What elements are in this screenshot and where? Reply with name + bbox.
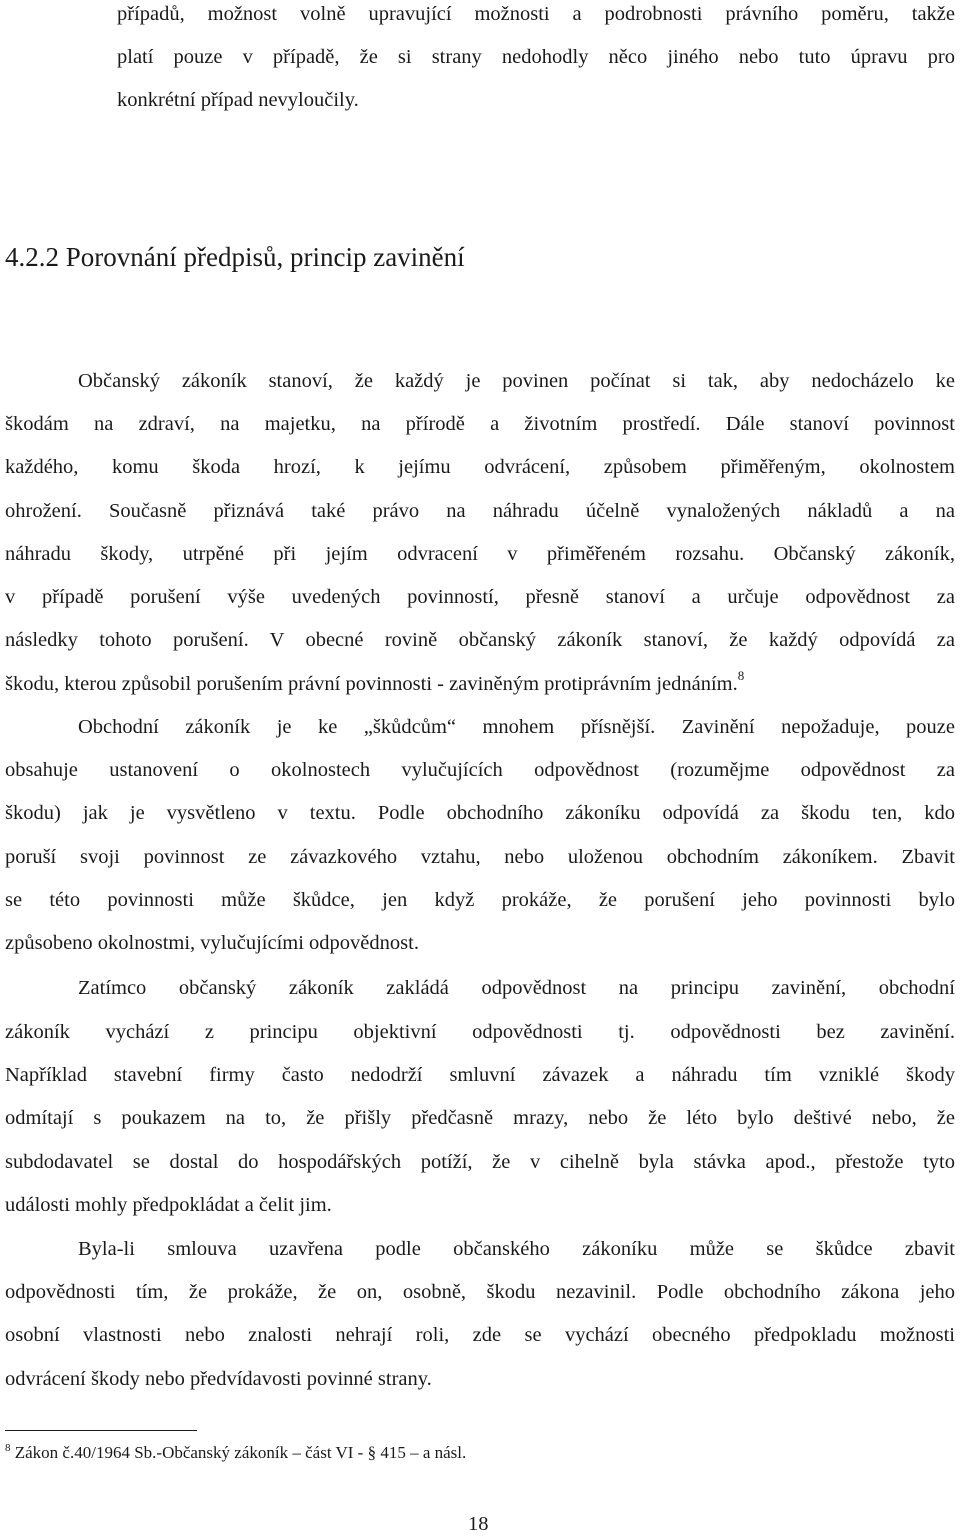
footnote-reference: 8 [737, 668, 745, 683]
text-line: osobní vlastnosti nebo znalosti nehrají roli, zde se vychází obecného předpokladu možnosti [5, 1324, 955, 1346]
text-line: každého, komu škoda hrozí, k jejímu odvrácení, způsobem přiměřeným, okolnostem [5, 456, 955, 478]
text-line: škodu) jak je vysvětleno v textu. Podle obchodního zákoníku odpovídá za škodu ten, kdo [5, 802, 955, 824]
text-line: Byla-li smlouva uzavřena podle občanského zákoníku může se škůdce zbavit [78, 1238, 955, 1260]
footnote-separator [5, 1430, 197, 1431]
text-line: Například stavební firmy často nedodrží smluvní závazek a náhradu tím vzniklé škody [5, 1064, 955, 1086]
text-line [5, 668, 745, 697]
text-line: poruší svoji povinnost ze závazkového vztahu, nebo uloženou obchodním zákoníkem. Zbavit [5, 846, 955, 868]
text-line: následky tohoto porušení. V obecné rovině občanský zákoník stanoví, že každý odpovídá za [5, 629, 955, 651]
text-line: odmítají s poukazem na to, že přišly předčasně mrazy, nebo že léto bylo deštivé nebo, že [5, 1107, 955, 1129]
text-line: v případě porušení výše uvedených povinností, přesně stanoví a určuje odpovědnost za [5, 586, 955, 608]
text-line: subdodavatel se dostal do hospodářských potíží, že v cihelně byla stávka apod., přestože tyto [5, 1151, 955, 1173]
text-line: náhradu škody, utrpěné při jejím odvracení v přiměřeném rozsahu. Občanský zákoník, [5, 543, 955, 565]
text-line: odpovědnosti tím, že prokáže, že on, osobně, škodu nezavinil. Podle obchodního zákona jeho [5, 1281, 955, 1303]
text-line: obsahuje ustanovení o okolnostech vylučujících odpovědnost (rozumějme odpovědnost za [5, 759, 955, 781]
text-line: Obchodní zákoník je ke „škůdcům“ mnohem přísnější. Zavinění nepožaduje, pouze [78, 716, 955, 738]
text-line: se této povinnosti může škůdce, jen když prokáže, že porušení jeho povinnosti bylo [5, 889, 955, 911]
section-heading: 4.2.2 Porovnání předpisů, princip zavinění [5, 242, 465, 272]
text-line: události mohly předpokládat a čelit jim. [5, 1194, 332, 1216]
footnote-text: Zákon č.40/1964 Sb.-Občanský zákoník – část VI - § 415 – a násl. [14, 1443, 467, 1462]
text-line-content: škodu, kterou způsobil porušením právní povinnosti - zaviněným protiprávním jednáním. [5, 673, 738, 695]
text-line: škodám na zdraví, na majetku, na přírodě a životním prostředí. Dále stanoví povinnost [5, 413, 955, 435]
text-line: platí pouze v případě, že si strany nedohodly něco jiného nebo tuto úpravu pro [117, 46, 955, 68]
footnote-number: 8 [5, 1442, 11, 1454]
text-line: způsobeno okolnostmi, vylučujícími odpovědnost. [5, 932, 419, 954]
text-line: konkrétní případ nevyloučily. [117, 89, 359, 111]
text-line: případů, možnost volně upravující možnosti a podrobnosti právního poměru, takže [117, 3, 955, 25]
footnote [5, 1441, 466, 1465]
text-line: ohrožení. Současně přiznává také právo na náhradu účelně vynaložených nákladů a na [5, 500, 955, 522]
text-line: odvrácení škody nebo předvídavosti povinné strany. [5, 1368, 432, 1390]
page-number: 18 [468, 1513, 489, 1535]
text-line: Zatímco občanský zákoník zakládá odpovědnost na principu zavinění, obchodní [78, 977, 955, 999]
text-line: Občanský zákoník stanoví, že každý je povinen počínat si tak, aby nedocházelo ke [78, 370, 955, 392]
text-line: zákoník vychází z principu objektivní odpovědnosti tj. odpovědnosti bez zavinění. [5, 1021, 955, 1043]
